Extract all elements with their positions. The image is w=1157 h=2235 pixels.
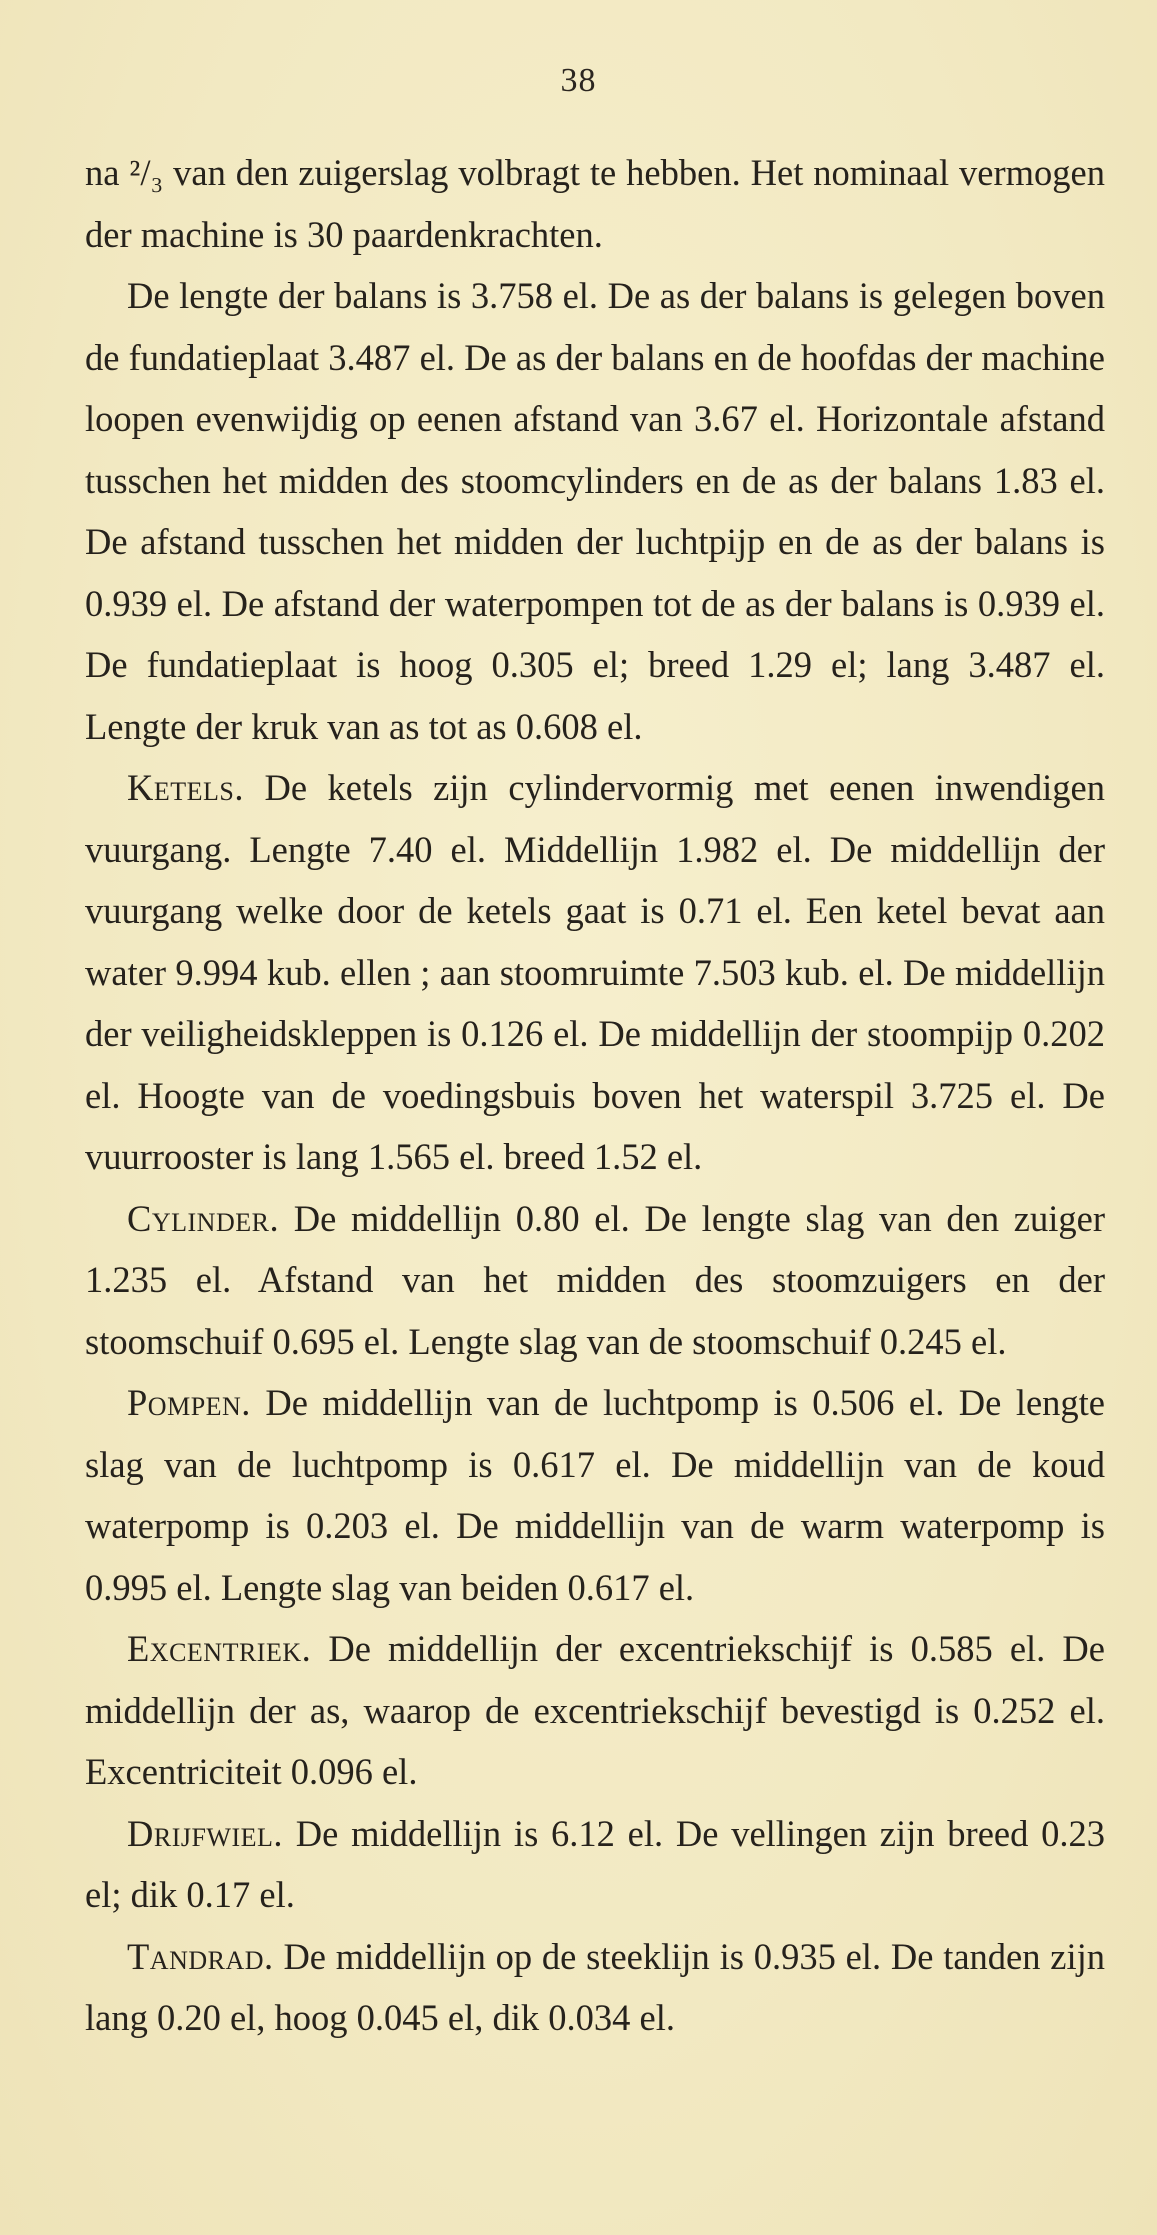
paragraph-balans	[85, 265, 1105, 757]
paragraph-pompen	[85, 1372, 1105, 1618]
paragraph-text: De middellijn 0.80 el. De lengte slag van den zuiger 1.235 el. Afstand van het midden des stoomzuigers en der stoomschuif 0.695 el. Lengte slag van de stoomschuif 0.245 el.	[85, 1197, 1105, 1362]
body-text	[85, 142, 1105, 2049]
paragraph-intro	[85, 142, 1105, 265]
paragraph-excentriek	[85, 1618, 1105, 1803]
paragraph-text: na ²/₃ van den zuigerslag volbragt te hebben. Het nominaal vermogen der machine is 30 paardenkrachten.	[85, 152, 1105, 255]
section-heading-drijfwiel: Drijfwiel.	[127, 1812, 284, 1854]
paragraph-text: De middellijn van de luchtpomp is 0.506 el. De lengte slag van de luchtpomp is 0.617 el. De middellijn van de koud waterpomp is 0.203 el. De middellijn van de warm waterpomp is 0.995 el. Lengte slag van beiden 0.617 el.	[85, 1382, 1105, 1608]
paragraph-text: De middellijn op de steeklijn is 0.935 el. De tanden zijn lang 0.20 el, hoog 0.045 el, dik 0.034 el.	[85, 1935, 1105, 2038]
paragraph-cylinder	[85, 1188, 1105, 1373]
paragraph-text: De middellijn is 6.12 el. De vellingen zijn breed 0.23 el; dik 0.17 el.	[85, 1812, 1105, 1915]
paragraph-text: De middellijn der excentriekschijf is 0.585 el. De middellijn der as, waarop de excentriekschijf bevestigd is 0.252 el. Excentriciteit 0.096 el.	[85, 1628, 1105, 1792]
section-heading-tandrad: Tandrad.	[127, 1935, 274, 1977]
paragraph-ketels	[85, 757, 1105, 1188]
paragraph-text: De ketels zijn cylindervormig met eenen inwendigen vuurgang. Lengte 7.40 el. Middellijn 1.982 el. De middellijn der vuurgang welke door de ketels gaat is 0.71 el. Een ketel bevat aan water 9.994 kub. ellen ; aan stoomruimte 7.503 kub. el. De middellijn der veiligheidskleppen is 0.126 el. De middellijn der stoompijp 0.202 el. Hoogte van de voedingsbuis boven het waterspil 3.725 el. De vuurrooster is lang 1.565 el. breed 1.52 el.	[85, 767, 1105, 1177]
section-heading-ketels: Ketels.	[127, 767, 244, 808]
paragraph-text: De lengte der balans is 3.758 el. De as der balans is gelegen boven de fundatieplaat 3.487 el. De as der balans en de hoofdas der machine loopen evenwijdig op eenen afstand van 3.67 el. Horizontale afstand tusschen het midden des stoomcylinders en de as der balans 1.83 el. De afstand tusschen het midden der luchtpijp en de as der balans is 0.939 el. De afstand der waterpompen tot de as der balans is 0.939 el. De fundatieplaat is hoog 0.305 el; breed 1.29 el; lang 3.487 el. Lengte der kruk van as tot as 0.608 el.	[85, 275, 1105, 747]
section-heading-pompen: Pompen.	[127, 1382, 251, 1423]
section-heading-excentriek: Excentriek.	[127, 1628, 312, 1669]
page-number: 38	[560, 62, 597, 99]
paragraph-tandrad	[85, 1926, 1105, 2049]
paragraph-drijfwiel	[85, 1803, 1105, 1926]
section-heading-cylinder: Cylinder.	[127, 1197, 280, 1239]
